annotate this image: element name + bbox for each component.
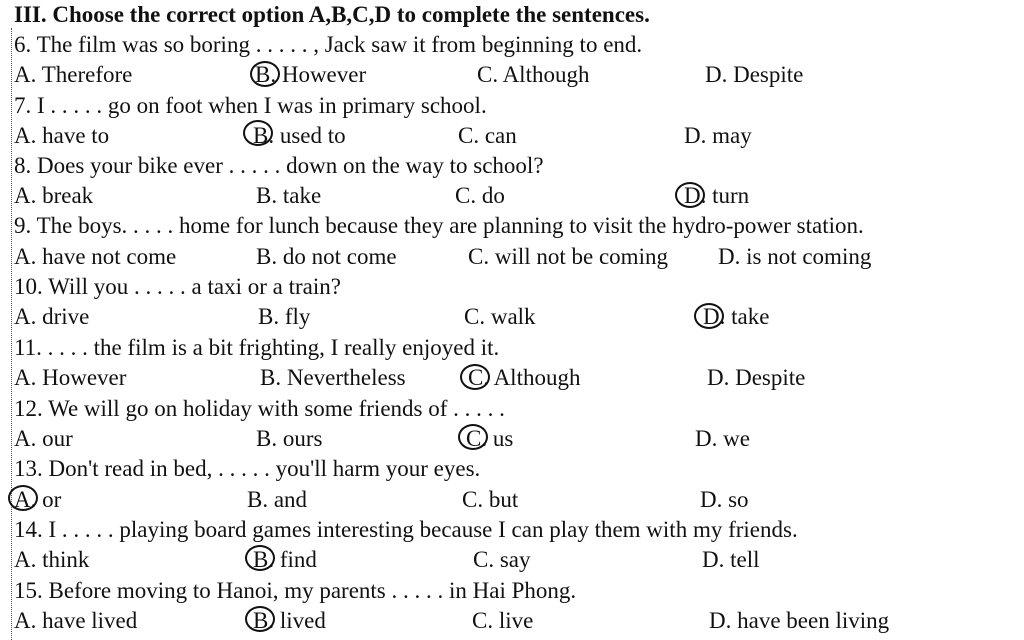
q11-option-b: B. Nevertheless xyxy=(260,365,406,390)
question-14: 14. I . . . . . playing board games interesting because I can play them with my friends. xyxy=(14,517,798,542)
question-7: 7. I . . . . . go on foot when I was in primary school. xyxy=(14,93,487,118)
q6-option-a: A. Therefore xyxy=(14,62,133,87)
q13-option-d: D. so xyxy=(700,487,749,512)
q11-answer-circle xyxy=(460,364,490,390)
question-8: 8. Does your bike ever . . . . . down on the way to school? xyxy=(14,153,544,178)
question-10: 10. Will you . . . . . a taxi or a train? xyxy=(14,274,341,299)
q9-option-b: B. do not come xyxy=(256,244,397,269)
q8-option-b: B. take xyxy=(256,183,322,208)
q13-option-b: B. and xyxy=(247,487,308,512)
q6-option-c: C. Although xyxy=(477,62,590,87)
q10-option-c: C. walk xyxy=(464,304,536,329)
q15-option-d: D. have been living xyxy=(709,608,890,633)
q13-option-a: A. or xyxy=(14,487,62,512)
q7-option-c: C. can xyxy=(458,123,517,148)
q9-option-a: A. have not come xyxy=(14,244,177,269)
question-6: 6. The film was so boring . . . . . , Jack saw it from beginning to end. xyxy=(14,32,643,57)
q13-answer-circle xyxy=(8,485,38,511)
q14-option-d: D. tell xyxy=(702,547,760,572)
q10-option-a: A. drive xyxy=(14,304,90,329)
q12-option-c: C. us xyxy=(466,426,514,451)
q15-option-b: B. lived xyxy=(253,608,326,633)
question-9: 9. The boys. . . . . home for lunch because they are planning to visit the hydro-power station. xyxy=(14,213,864,238)
q9-option-c: C. will not be coming xyxy=(468,244,668,269)
question-15: 15. Before moving to Hanoi, my parents . . . . . in Hai Phong. xyxy=(14,578,577,603)
q14-option-c: C. say xyxy=(473,547,531,572)
question-13: 13. Don't read in bed, . . . . . you'll harm your eyes. xyxy=(14,456,481,481)
q10-option-b: B. fly xyxy=(258,304,311,329)
q12-answer-circle xyxy=(458,424,488,450)
q8-option-c: C. do xyxy=(455,183,505,208)
q14-answer-circle xyxy=(245,545,275,571)
section-heading: III. Choose the correct option A,B,C,D to complete the sentences. xyxy=(14,2,650,27)
q7-answer-circle xyxy=(243,120,273,146)
q8-option-d: D. turn xyxy=(684,183,750,208)
q6-option-d: D. Despite xyxy=(705,62,804,87)
q15-option-a: A. have lived xyxy=(14,608,138,633)
q14-option-b: B. find xyxy=(253,547,317,572)
q11-option-a: A. However xyxy=(14,365,127,390)
q6-answer-circle xyxy=(250,61,280,87)
q7-option-b: B. used to xyxy=(253,123,346,148)
margin-line xyxy=(11,28,12,640)
q7-option-a: A. have to xyxy=(14,123,110,148)
q8-answer-circle xyxy=(675,182,705,208)
q15-option-c: C. live xyxy=(472,608,534,633)
q12-option-b: B. ours xyxy=(256,426,323,451)
q8-option-a: A. break xyxy=(14,183,94,208)
q10-option-d: D. take xyxy=(703,304,770,329)
q11-option-c: C. Although xyxy=(468,365,581,390)
q13-option-c: C. but xyxy=(462,487,519,512)
q9-option-d: D. is not coming xyxy=(718,244,872,269)
q14-option-a: A. think xyxy=(14,547,90,572)
q6-option-b: B. However xyxy=(255,62,367,87)
q12-option-a: A. our xyxy=(14,426,73,451)
question-11: 11. . . . . the film is a bit frighting, I really enjoyed it. xyxy=(14,335,500,360)
q11-option-d: D. Despite xyxy=(707,365,806,390)
q12-option-d: D. we xyxy=(695,426,750,451)
q7-option-d: D. may xyxy=(684,123,752,148)
q10-answer-circle xyxy=(694,303,724,329)
question-12: 12. We will go on holiday with some friends of . . . . . xyxy=(14,396,505,421)
q15-answer-circle xyxy=(245,606,275,632)
